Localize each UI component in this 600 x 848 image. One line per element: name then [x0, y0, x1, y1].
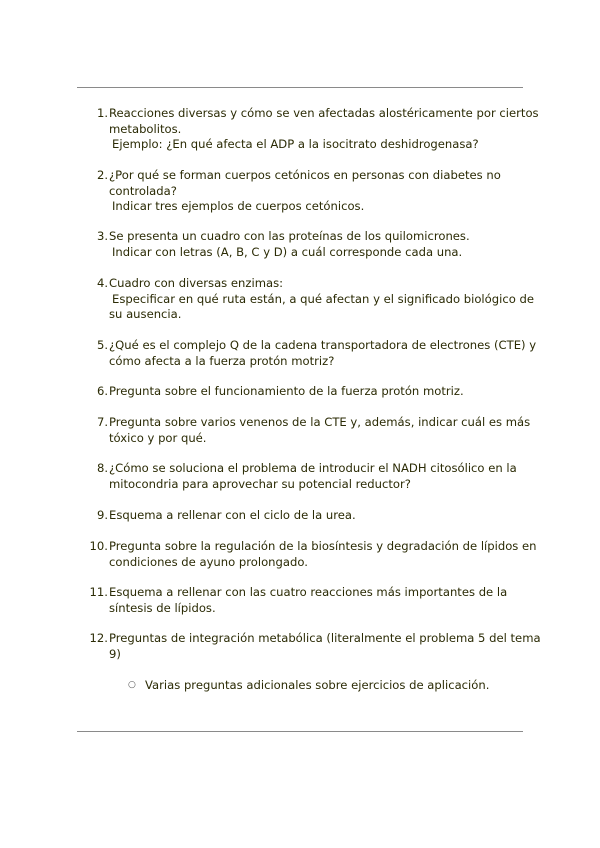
item-number: 8. — [96, 461, 108, 475]
item-number: 11. — [89, 585, 108, 599]
item-line: su ausencia. — [109, 307, 182, 321]
item-text — [109, 631, 541, 662]
item-line: ¿Cómo se soluciona el problema de introducir el NADH citosólico en la — [109, 461, 517, 475]
item-number: 5. — [96, 338, 108, 352]
sub-bullet-text: Varias preguntas adicionales sobre ejercicios de aplicación. — [145, 678, 490, 692]
item-line: controlada? — [109, 183, 177, 198]
item-number: 6. — [96, 384, 108, 398]
item-line: mitocondria para aprovechar su potencial reductor? — [109, 476, 411, 491]
item-line: metabolitos. — [109, 121, 182, 136]
item-line: Pregunta sobre el funcionamiento de la fuerza protón motriz. — [109, 384, 464, 398]
item-line: Pregunta sobre la regulación de la biosíntesis y degradación de lípidos en — [109, 539, 537, 553]
item-line: cómo afecta a la fuerza protón motriz? — [109, 353, 335, 368]
item-line: 9) — [109, 646, 121, 661]
item-number: 2. — [96, 168, 108, 182]
item-line: Preguntas de integración metabólica (literalmente el problema 5 del tema — [109, 631, 541, 645]
item-line: Se presenta un cuadro con las proteínas de los quilomicrones. — [109, 229, 470, 243]
item-number: 7. — [96, 415, 108, 429]
item-line: Reacciones diversas y cómo se ven afectadas alostéricamente por ciertos — [109, 106, 539, 120]
item-number: 4. — [96, 276, 108, 290]
hollow-circle-bullet-icon: ○ — [128, 680, 136, 690]
item-text — [109, 229, 533, 260]
item-line: ¿Por qué se forman cuerpos cetónicos en personas con diabetes no — [109, 168, 501, 182]
top-divider — [77, 87, 523, 88]
item-number: 3. — [96, 229, 108, 243]
item-text — [109, 384, 533, 400]
item-text — [109, 168, 533, 215]
item-line: Esquema a rellenar con el ciclo de la urea. — [109, 508, 356, 522]
item-text — [109, 338, 537, 369]
item-text — [109, 585, 533, 616]
item-number: 1. — [96, 106, 108, 120]
item-text — [109, 539, 537, 570]
item-line: condiciones de ayuno prolongado. — [109, 554, 308, 569]
item-number: 9. — [96, 508, 108, 522]
item-line: Pregunta sobre varios venenos de la CTE y, además, indicar cuál es más — [109, 415, 531, 429]
item-text — [109, 508, 533, 524]
item-text — [109, 106, 539, 153]
item-line: Ejemplo: ¿En qué afecta el ADP a la isocitrato deshidrogenasa? — [112, 137, 479, 151]
item-line: Indicar con letras (A, B, C y D) a cuál corresponde cada una. — [112, 244, 463, 259]
item-line: Cuadro con diversas enzimas: — [109, 276, 284, 290]
item-line: Especificar en qué ruta están, a qué afectan y el significado biológico de — [112, 291, 534, 306]
item-text — [109, 461, 533, 492]
item-text — [109, 276, 533, 323]
item-line: ¿Qué es el complejo Q de la cadena transportadora de electrones (CTE) y — [109, 338, 537, 352]
item-line: síntesis de lípidos. — [109, 600, 216, 615]
item-line: Esquema a rellenar con las cuatro reacciones más importantes de la — [109, 585, 508, 599]
item-line: tóxico y por qué. — [109, 430, 207, 445]
item-text — [109, 415, 533, 446]
item-number: 12. — [89, 631, 108, 645]
item-number: 10. — [89, 539, 108, 553]
item-line: Indicar tres ejemplos de cuerpos cetónicos. — [112, 199, 365, 213]
bottom-divider — [77, 731, 523, 732]
